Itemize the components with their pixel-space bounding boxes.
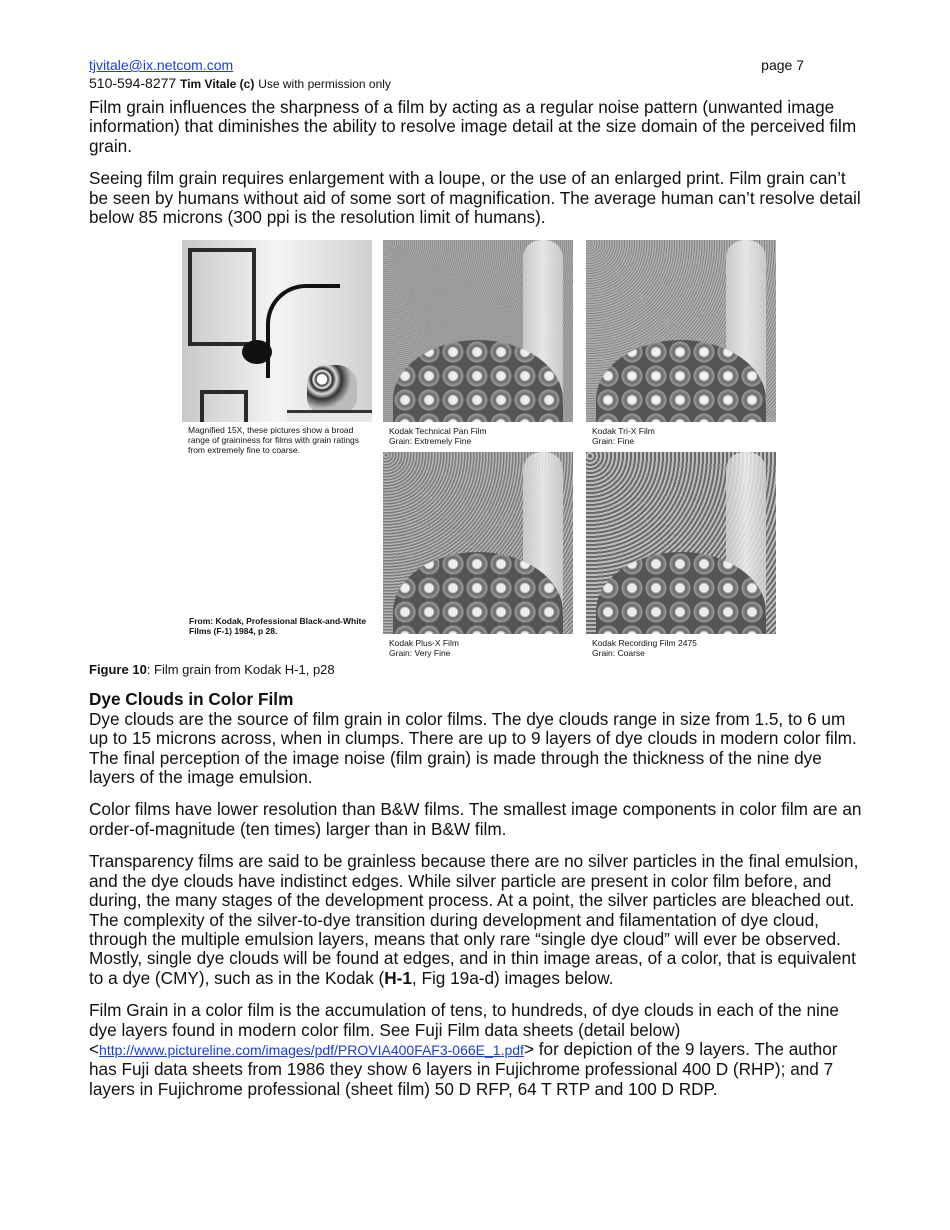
document-page	[89, 56, 864, 1112]
panel-grain: Grain: Extremely Fine	[389, 436, 472, 447]
reference-h1: H-1	[384, 967, 412, 988]
film-grain-figure	[89, 240, 864, 662]
fuji-datasheet-link[interactable]: http://www.pictureline.com/images/pdf/PROVIA400FAF3-066E_1.pdf	[99, 1041, 524, 1058]
notice: Use with permission only	[258, 77, 391, 91]
panel-grain: Grain: Very Fine	[389, 648, 451, 659]
header-line-1	[89, 56, 864, 74]
grain-panel-tri-x	[586, 240, 776, 458]
paragraph-6	[89, 1001, 864, 1099]
grain-panel-recording-2475	[586, 452, 776, 670]
author: Tim Vitale (c)	[180, 77, 255, 91]
lead-caption: Magnified 15X, these pictures show a broad range of graininess for films with grain ratings from extremely fine to coarse.	[182, 422, 372, 462]
panel-film: Kodak Technical Pan Film	[389, 426, 487, 437]
panel-grain: Grain: Coarse	[592, 648, 645, 659]
panel-film: Kodak Tri-X Film	[592, 426, 655, 437]
paragraph-5-text: Transparency films are said to be grainless because there are no silver particles in the final emulsion, and the dye clouds have indistinct edges. While silver particle are present in color film before, and during, the many stages of the development process. At a point, the silver particles are bleached out. The complexity of the silver-to-dye transition during development and filamentation of dye cloud, through the multiple emulsion layers, means that only rare “single dye cloud” will ever be observed. Mostly, single dye clouds will be found at edges, and in thin image areas, of a color, that is equivalent to a dye (CMY), such as in the Kodak (	[89, 851, 859, 988]
paragraph-3: Dye clouds are the source of film grain in color films. The dye clouds range in size from 1.5, to 6 um up to 15 microns across, when in clumps. There are up to 9 layers of dye clouds in modern color film. The final perception of the image noise (film grain) is made through the thickness of the nine dye layers of the image emulsion.	[89, 708, 857, 788]
figure-caption-text: : Film grain from Kodak H-1, p28	[146, 662, 335, 678]
section-heading: Dye Clouds in Color Film	[89, 689, 294, 710]
paragraph-4: Color films have lower resolution than B&W films. The smallest image components in color film are an order-of-magnitude (ten times) larger than in B&W film.	[89, 799, 862, 839]
paragraph-5-tail: , Fig 19a-d) images below.	[411, 967, 614, 988]
phone: 510-594-8277	[89, 75, 177, 91]
figure-label: Figure 10	[89, 662, 147, 678]
figure-source: From: Kodak, Professional Black-and-White Films (F-1) 1984, p 28.	[189, 616, 367, 637]
header-line-2	[89, 74, 864, 92]
panel-grain: Grain: Fine	[592, 436, 635, 447]
paragraph-6-text: Film Grain in a color film is the accumulation of tens, to hundreds, of dye clouds in each of the nine dye layers found in modern color film. See Fuji Film data sheets (detail below) <	[89, 1000, 839, 1059]
paragraph-5	[89, 852, 864, 988]
paragraph-2: Seeing film grain requires enlargement with a loupe, or the use of an enlarged print. Film grain can’t be seen by humans without aid of some sort of magnification. The average human can’t resolve detail below 85 microns (300 ppi is the resolution limit of humans).	[89, 168, 861, 228]
panel-film: Kodak Plus-X Film	[389, 638, 459, 649]
paragraph-1: Film grain influences the sharpness of a film by acting as a regular noise pattern (unwanted image information) that diminishes the ability to resolve image detail at the size domain of the perceived film grain.	[89, 97, 857, 156]
email-link[interactable]: tjvitale@ix.netcom.com	[89, 57, 234, 73]
panel-film: Kodak Recording Film 2475	[592, 638, 697, 649]
paragraph-6-tail: > for depiction of the 9 layers. The author has Fuji data sheets from 1986 they show 6 layers in Fujichrome professional 400 D (RHP); and 7 layers in Fujichrome professional (sheet film) 50 D RFP, 64 T RTP and 100 D RDP.	[89, 1038, 838, 1099]
grain-panel-plus-x	[383, 452, 573, 670]
grain-panel-technical-pan	[383, 240, 573, 458]
page-number: page 7	[761, 57, 804, 73]
